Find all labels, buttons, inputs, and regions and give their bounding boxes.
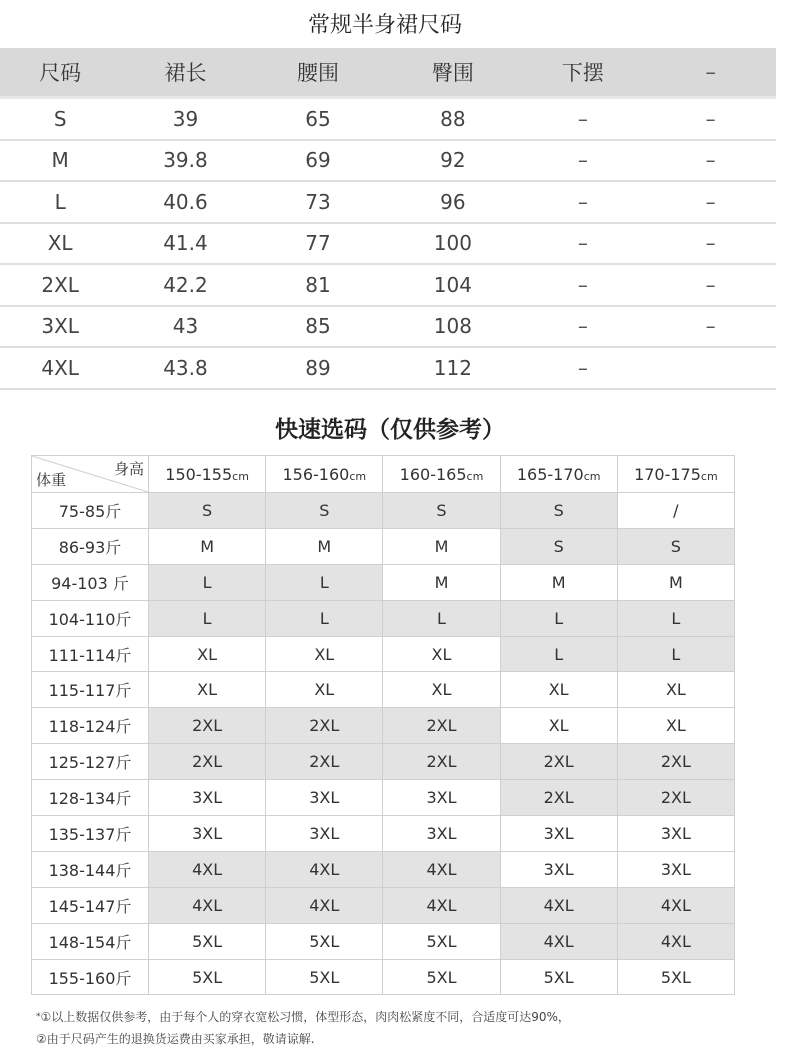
recommended-size-cell: M [617,564,734,600]
weight-range-cell: 94-103 斤 [32,564,149,600]
recommended-size-cell: L [617,600,734,636]
quick-select-row [32,744,735,780]
recommended-size-cell: / [617,493,734,529]
weight-range-cell: 128-134斤 [32,780,149,816]
size-label-cell: S [0,98,120,140]
size-value-cell: 81 [251,264,386,306]
recommended-size-cell: XL [149,636,266,672]
recommended-size-cell: M [266,528,383,564]
recommended-size-cell: 4XL [383,887,500,923]
size-value-cell: 41.4 [120,223,250,265]
size-chart-row [0,306,776,348]
recommended-size-cell: S [383,493,500,529]
size-chart-row [0,264,776,306]
recommended-size-cell: S [500,528,617,564]
recommended-size-cell: 5XL [266,959,383,995]
size-value-cell: 39 [120,98,250,140]
recommended-size-cell: 4XL [500,923,617,959]
recommended-size-cell: 3XL [149,816,266,852]
quick-select-row [32,851,735,887]
recommended-size-cell: 3XL [500,851,617,887]
weight-range-cell: 118-124斤 [32,708,149,744]
header-waist: 腰围 [251,48,386,98]
corner-height-label: 身高 [113,460,144,478]
size-label-cell: 3XL [0,306,120,348]
size-value-cell: 104 [385,264,520,306]
recommended-size-cell: S [617,528,734,564]
header-hem: 下摆 [520,48,645,98]
size-value-cell [645,347,776,389]
recommended-size-cell: L [266,564,383,600]
recommended-size-cell: XL [266,636,383,672]
quick-select-row [32,708,735,744]
size-value-cell: – [645,140,776,182]
size-value-cell: – [520,181,645,223]
recommended-size-cell: 3XL [383,816,500,852]
size-value-cell: 40.6 [120,181,250,223]
quick-select-row [32,923,735,959]
recommended-size-cell: 4XL [383,851,500,887]
size-value-cell: 73 [251,181,386,223]
recommended-size-cell: 5XL [500,959,617,995]
height-unit: cm [232,469,249,483]
recommended-size-cell: L [500,636,617,672]
size-value-cell: – [520,223,645,265]
corner-header-cell [32,456,149,493]
recommended-size-cell: 4XL [149,887,266,923]
size-value-cell: – [645,98,776,140]
recommended-size-cell: 3XL [266,816,383,852]
recommended-size-cell: S [149,493,266,529]
recommended-size-cell: XL [500,708,617,744]
recommended-size-cell: M [383,564,500,600]
recommended-size-cell: 2XL [617,780,734,816]
size-chart-row [0,347,776,389]
recommended-size-cell: S [266,493,383,529]
recommended-size-cell: 3XL [617,816,734,852]
recommended-size-cell: 5XL [383,923,500,959]
recommended-size-cell: 3XL [500,816,617,852]
weight-range-cell: 148-154斤 [32,923,149,959]
size-value-cell: 77 [251,223,386,265]
size-value-cell: – [520,140,645,182]
height-range: 160-165 [399,464,467,484]
quick-select-row [32,600,735,636]
size-value-cell: – [520,347,645,389]
size-value-cell: – [645,306,776,348]
size-value-cell: 85 [251,306,386,348]
size-chart-row [0,98,776,140]
recommended-size-cell: 5XL [617,959,734,995]
recommended-size-cell: L [149,564,266,600]
quick-select-row [32,780,735,816]
note-text-2: ②由于尺码产生的退换货运费由买家承担，敬请谅解. [36,1032,315,1046]
recommended-size-cell: 2XL [500,780,617,816]
recommended-size-cell: XL [149,672,266,708]
note-line-2 [36,1028,570,1050]
size-value-cell: 69 [251,140,386,182]
recommended-size-cell: 3XL [266,780,383,816]
size-value-cell: 88 [385,98,520,140]
size-value-cell: 96 [385,181,520,223]
recommended-size-cell: 5XL [266,923,383,959]
recommended-size-cell: 2XL [617,744,734,780]
recommended-size-cell: M [383,528,500,564]
height-unit: cm [700,469,718,483]
weight-range-cell: 138-144斤 [32,851,149,887]
size-label-cell: 2XL [0,264,120,306]
header-hip: 臀围 [385,48,520,98]
recommended-size-cell: 3XL [383,780,500,816]
size-value-cell: 42.2 [120,264,250,306]
size-chart-header-row [0,48,776,98]
size-label-cell: 4XL [0,347,120,389]
size-value-cell: – [520,98,645,140]
quick-select-header-row [32,456,735,493]
size-value-cell: 100 [385,223,520,265]
weight-range-cell: 75-85斤 [32,493,149,529]
recommended-size-cell: 2XL [266,744,383,780]
recommended-size-cell: L [266,600,383,636]
recommended-size-cell: L [383,600,500,636]
size-value-cell: 43 [120,306,250,348]
height-range: 170-175 [634,464,701,484]
height-header-0 [149,456,266,493]
height-unit: cm [583,469,601,483]
recommended-size-cell: 4XL [617,887,734,923]
note-text-1: ①以上数据仅供参考，由于每个人的穿衣宽松习惯，体型形态，肉肉松紧度不同，合适度可达90%， [40,1010,570,1024]
size-chart-row [0,140,776,182]
size-value-cell: 112 [385,347,520,389]
height-range: 150-155 [165,464,233,484]
size-value-cell: 89 [251,347,386,389]
recommended-size-cell: XL [500,672,617,708]
quick-select-row [32,493,735,529]
height-header-3 [500,456,617,493]
weight-range-cell: 115-117斤 [32,672,149,708]
note-star: * [36,1012,41,1022]
quick-select-row [32,672,735,708]
recommended-size-cell: M [149,528,266,564]
recommended-size-cell: L [617,636,734,672]
quick-select-row [32,528,735,564]
recommended-size-cell: 5XL [149,923,266,959]
height-header-2 [383,456,500,493]
weight-range-cell: 145-147斤 [32,887,149,923]
weight-range-cell: 111-114斤 [32,636,149,672]
note-line-1 [36,1006,570,1028]
size-label-cell: XL [0,223,120,265]
weight-range-cell: 125-127斤 [32,744,149,780]
quick-select-row [32,564,735,600]
recommended-size-cell: 2XL [500,744,617,780]
recommended-size-cell: M [500,564,617,600]
recommended-size-cell: 5XL [383,959,500,995]
height-header-1 [266,456,383,493]
height-unit: cm [349,469,367,483]
recommended-size-cell: 4XL [266,851,383,887]
size-value-cell: 65 [251,98,386,140]
size-value-cell: – [645,264,776,306]
recommended-size-cell: XL [383,672,500,708]
recommended-size-cell: S [500,493,617,529]
size-chart-title: 常规半身裙尺码 [307,13,462,38]
recommended-size-cell: 3XL [617,851,734,887]
quick-select-row [32,636,735,672]
height-unit: cm [466,469,484,483]
recommended-size-cell: L [500,600,617,636]
size-value-cell: 43.8 [120,347,250,389]
height-range: 165-170 [516,464,584,484]
size-value-cell: – [520,264,645,306]
size-value-cell: 108 [385,306,520,348]
size-value-cell: 39.8 [120,140,250,182]
recommended-size-cell: 3XL [149,780,266,816]
size-chart-row [0,181,776,223]
recommended-size-cell: 2XL [266,708,383,744]
recommended-size-cell: L [149,600,266,636]
corner-weight-label: 体重 [36,471,67,489]
recommended-size-cell: XL [617,672,734,708]
quick-select-row [32,816,735,852]
height-header-4 [617,456,734,493]
notes [36,1006,570,1050]
size-label-cell: M [0,140,120,182]
recommended-size-cell: XL [266,672,383,708]
height-range: 156-160 [282,464,350,484]
size-value-cell: – [645,223,776,265]
header-extra: – [645,48,776,98]
quick-select-row [32,887,735,923]
weight-range-cell: 155-160斤 [32,959,149,995]
header-skirt-length: 裙长 [120,48,250,98]
size-value-cell: – [645,181,776,223]
recommended-size-cell: 2XL [383,708,500,744]
recommended-size-cell: 2XL [383,744,500,780]
recommended-size-cell: 2XL [149,744,266,780]
quick-select-title: 快速选码（仅供参考） [275,417,505,443]
quick-select-table [31,455,735,995]
recommended-size-cell: 4XL [500,887,617,923]
quick-select-row [32,959,735,995]
recommended-size-cell: 4XL [617,923,734,959]
recommended-size-cell: 4XL [266,887,383,923]
weight-range-cell: 86-93斤 [32,528,149,564]
recommended-size-cell: 2XL [149,708,266,744]
size-chart-row [0,223,776,265]
size-label-cell: L [0,181,120,223]
recommended-size-cell: 4XL [149,851,266,887]
recommended-size-cell: XL [617,708,734,744]
header-size: 尺码 [0,48,120,98]
weight-range-cell: 104-110斤 [32,600,149,636]
weight-range-cell: 135-137斤 [32,816,149,852]
recommended-size-cell: XL [383,636,500,672]
size-chart-table [0,48,776,390]
size-value-cell: – [520,306,645,348]
size-value-cell: 92 [385,140,520,182]
recommended-size-cell: 5XL [149,959,266,995]
